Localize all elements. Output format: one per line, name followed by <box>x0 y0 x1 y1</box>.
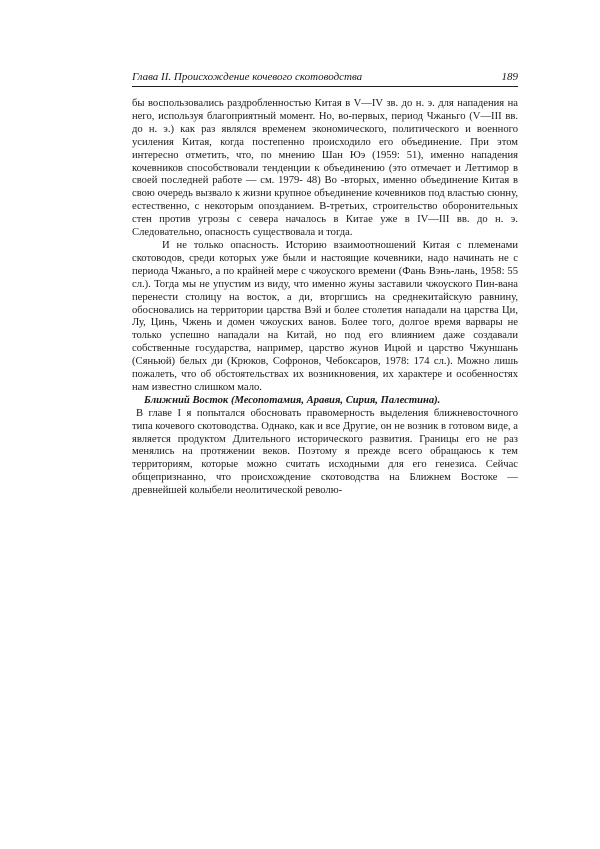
running-header <box>132 70 518 87</box>
paragraph-continued: бы воспользовались раздробленностью Китая в V—IV зв. до н. э. для нападения на него, используя благоприятный момент. Но, во-первых, период Чжаньго (V—III вв. до н. э.) как раз являлся временем экономического, политического и военного усиления Китая, когда постепенно происходило его объединение. При этом интересно отметить, что, по мнению Шан Юэ (1959: 51), именно нападения кочевников способствовали тенденции к объединению (это отмечает и Леттимор в своей последней работе — см. 1979- 48) Во -вторых, именно объединение Китая в свою очередь вызвало к жизни крупное объединение кочевников под властью сюнну, естественно, с некоторым опозданием. В-третьих, строительство оборонительных стен против угрозы с севера началось в Китае уже в IV—III вв. до н. э. Следовательно, опасность существовала и тогда. <box>132 98 518 239</box>
section-subheading: Ближний Восток (Месопотамия, Аравия, Сирия, Палестина). <box>144 394 441 406</box>
paragraph: И не только опасность. Историю взаимоотношений Китая с племенами скотоводов, среди которых уже были и настоящие кочевники, надо начинать не с периода Чжаньго, а по крайней мере с чжоуского времени (Фань Вэнь-лань, 1958: 55 сл.). Тогда мы не упустим из виду, что именно жуны заставили чжоуского Пин-вана перенести столицу на восток, а ди, вторгшись на среднекитайскую равнину, обосновались на территории царства Вэй и более столетия нападали на царства Ци, Лу, Цинь, Чжень и домен чжоуских ванов. Более того, долгое время варвары не только успешно нападали на Китай, но под его влиянием даже создавали собственные государства, например, царство жунов Ицюй и царство Чжуншань (Сяньюй) белых ди (Крюков, Софронов, Чебоксаров, 1978: 174 сл.). Можно лишь пожалеть, что об обстоятельствах их возникновения, их характере и особенностях нам известно слишком мало. <box>132 239 518 393</box>
paragraph: В главе I я попытался обосновать правомерность выделения ближневосточного типа кочевого скотоводства. Однако, как и все Другие, он не возник в готовом виде, а является продуктом Длительного исторического развития. Границы его не раз менялись на протяжении веков. Поэтому я прежде всего обращаюсь к тем территориям, которые можно считать исходными для его генезиса. Сейчас общепризнанно, что происхождение скотоводства на Ближнем Востоке — древнейшей колыбели неолитической револю- <box>132 407 518 497</box>
page-body <box>132 98 518 498</box>
chapter-title: Глава II. Происхождение кочевого скотоводства <box>132 71 363 83</box>
page-number: 189 <box>501 71 518 83</box>
